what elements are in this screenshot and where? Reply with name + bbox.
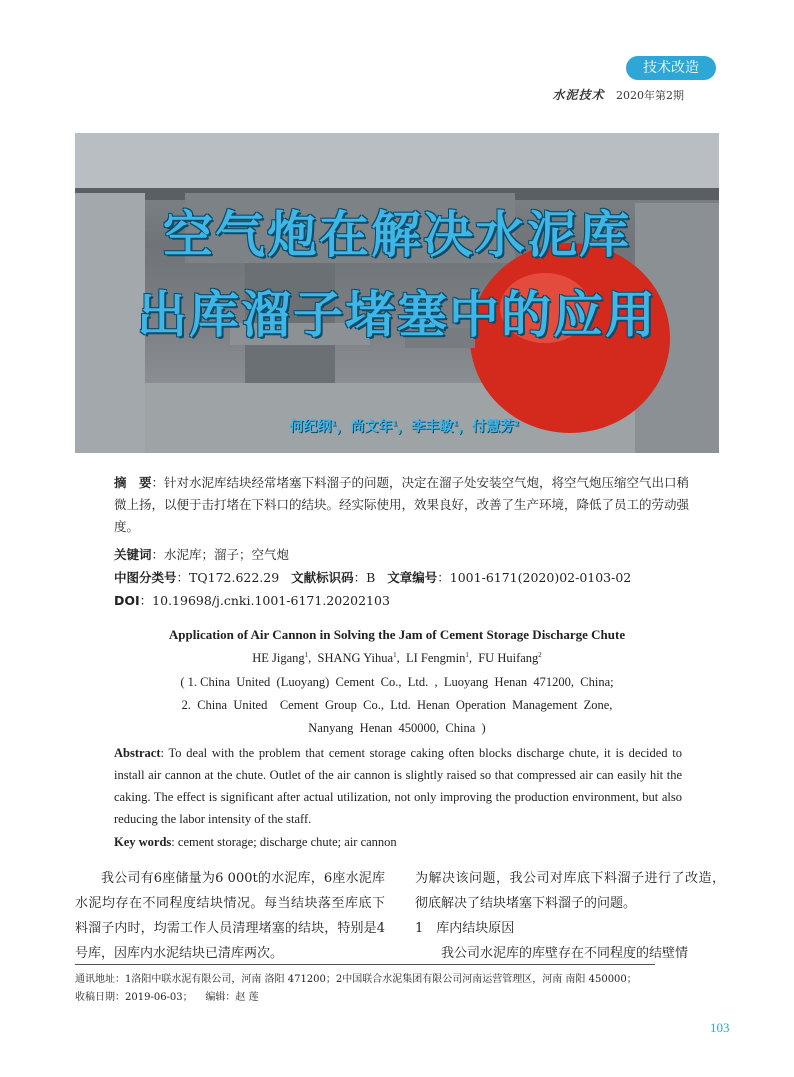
received-date: 2019-06-03: [125, 992, 183, 1003]
author-affil: 1: [453, 419, 459, 428]
doc-code-value: B: [366, 570, 376, 585]
journal-name: 水泥技术: [552, 88, 605, 102]
en-author-affil: 1: [393, 651, 397, 659]
abstract-en-text: To deal with the problem that cement storage caking often blocks discharge chute, it is decided to install air cannon at the chute. Outlet of the air cannon is slightly raised so that compressed air can easily hit the caking. The effect is significant after actual utilization, not only improving the production environment, but also reducing the labor intensity of the staff.: [114, 746, 682, 826]
abstract-cn-label: 摘 要: [114, 475, 152, 490]
abstract-cn-text: 针对水泥库结块经常堵塞下料溜子的问题，决定在溜子处安装空气炮，将空气炮压缩空气出口稍微上扬，以便于击打堵在下料口的结块。经实际使用，效果良好，改善了生产环境，降低了员工的劳动强度。: [114, 475, 690, 534]
hero-title-line2: 出库溜子堵塞中的应用: [137, 286, 657, 344]
footnote-dates: 收稿日期：2019-06-03； 编辑：赵 莲: [75, 992, 259, 1003]
editor-name: 赵 莲: [235, 992, 259, 1003]
author-affil: 1: [392, 419, 398, 428]
author-affil: 1: [331, 419, 337, 428]
keywords-en-text: cement storage; discharge chute; air cannon: [177, 835, 397, 849]
author-name: 付慧芳: [472, 419, 515, 435]
clc-label: 中图分类号: [114, 570, 177, 585]
hero-title-line1: 空气炮在解决水泥库: [163, 206, 631, 264]
author-name: 尚文年: [350, 419, 393, 435]
en-author-affil: 1: [304, 651, 309, 659]
author-affil: 2: [514, 419, 519, 428]
en-author-affil: 2: [538, 651, 542, 659]
journal-issue: 2020年第2期: [616, 89, 684, 102]
body-right-paragraph-2: 我公司水泥库的库壁存在不同程度的结壁情: [441, 946, 689, 961]
abstract-cn: 摘 要：针对水泥库结块经常堵塞下料溜子的问题，决定在溜子处安装空气炮，将空气炮压缩空气出口稍微上扬，以便于击打堵在下料口的结块。经实际使用，效果良好，改善了生产环境，降低了员工的劳动强度。: [114, 475, 690, 534]
doi-label: DOI: [114, 593, 140, 608]
en-author-affil: 1: [465, 651, 469, 659]
english-authors: HE Jigang$^1$, SHANG Yihua$^1$, LI Fengmin$^1$, FU Huifang$^2$: [252, 651, 542, 666]
editor-label: 编辑: [205, 992, 226, 1003]
doi-line: DOI：10.19698/j.cnki.1001-6171.20202103: [114, 593, 390, 608]
footnote-rule: [75, 964, 655, 965]
footnote-address: 通讯地址：1洛阳中联水泥有限公司，河南 洛阳 471200；2中国联合水泥集团有限公司河南运营管理区，河南 南阳 450000；: [75, 974, 637, 985]
hero-photo: [75, 133, 719, 453]
author-name: 李丰敏: [411, 419, 454, 435]
keywords-cn: 关键词：水泥库；溜子；空气炮: [114, 547, 290, 562]
affiliation-3: Nanyang Henan 450000, China ): [308, 721, 486, 735]
page-number: 103: [710, 1020, 730, 1035]
en-author-name: LI Fengmin: [405, 651, 466, 666]
classification-line: 中图分类号：TQ172.622.29 文献标识码：B 文章编号：1001-6171(2020)02-0103-02: [114, 570, 632, 585]
section-badge: 技术改造: [626, 56, 716, 80]
keywords-en-label: Key words: [114, 835, 172, 849]
steel-beam: [75, 133, 719, 193]
author-name: 何纪纲: [289, 419, 332, 435]
hero-authors: 何纪纲$^1$，尚文年$^1$，李丰敏$^1$，付慧芳$^2$: [289, 419, 519, 435]
abstract-en: Abstract: To deal with the problem that cement storage caking often blocks discharge chute, it is decided to install air cannon at the chute. Outlet of the air cannon is slightly raised so that compressed air can easily hit the caking. The effect is significant after actual utilization, not only improving the production environment, but also reducing the labor intensity of the staff.: [114, 746, 682, 826]
doi-value: 10.19698/j.cnki.1001-6171.20202103: [152, 593, 390, 608]
en-author-name: HE Jigang: [252, 651, 305, 666]
en-author-name: SHANG Yihua: [317, 651, 394, 666]
affiliation-2: 2. China United Cement Group Co., Ltd. Henan Operation Management Zone,: [181, 698, 613, 712]
doc-code-label: 文献标识码: [291, 570, 354, 585]
keywords-cn-text: 水泥库；溜子；空气炮: [164, 547, 290, 562]
article-no-label: 文章编号: [387, 570, 438, 585]
abstract-en-label: Abstract: [114, 746, 161, 760]
keywords-en: Key words: cement storage; discharge chute; air cannon: [114, 835, 397, 849]
article-no-value: 1001-6171(2020)02-0103-02: [449, 570, 632, 585]
en-author-name: FU Huifang: [478, 651, 539, 666]
body-right-paragraph-1: 为解决该问题，我公司对库底下料溜子进行了改造，彻底解决了结块堵塞下料溜子的问题。: [415, 871, 725, 911]
english-title: Application of Air Cannon in Solving the Jam of Cement Storage Discharge Chute: [168, 627, 626, 642]
journal-header: [552, 86, 684, 103]
body-right-column: [415, 866, 725, 966]
keywords-cn-label: 关键词: [114, 547, 152, 562]
body-left-paragraph: 我公司有6座储量为6 000t的水泥库，6座水泥库水泥均存在不同程度结块情况。每当结块落至库底下料溜子内时，均需工作人员清理堵塞的结块，特别是4号库，因库内水泥结块已清库两次。: [75, 871, 385, 961]
section-heading: 1 库内结块原因: [415, 921, 515, 936]
affiliation-1: ( 1. China United (Luoyang) Cement Co., Ltd. , Luoyang Henan 471200, China;: [180, 675, 614, 689]
received-label: 收稿日期: [75, 992, 115, 1003]
clc-value: TQ172.622.29: [189, 570, 280, 585]
